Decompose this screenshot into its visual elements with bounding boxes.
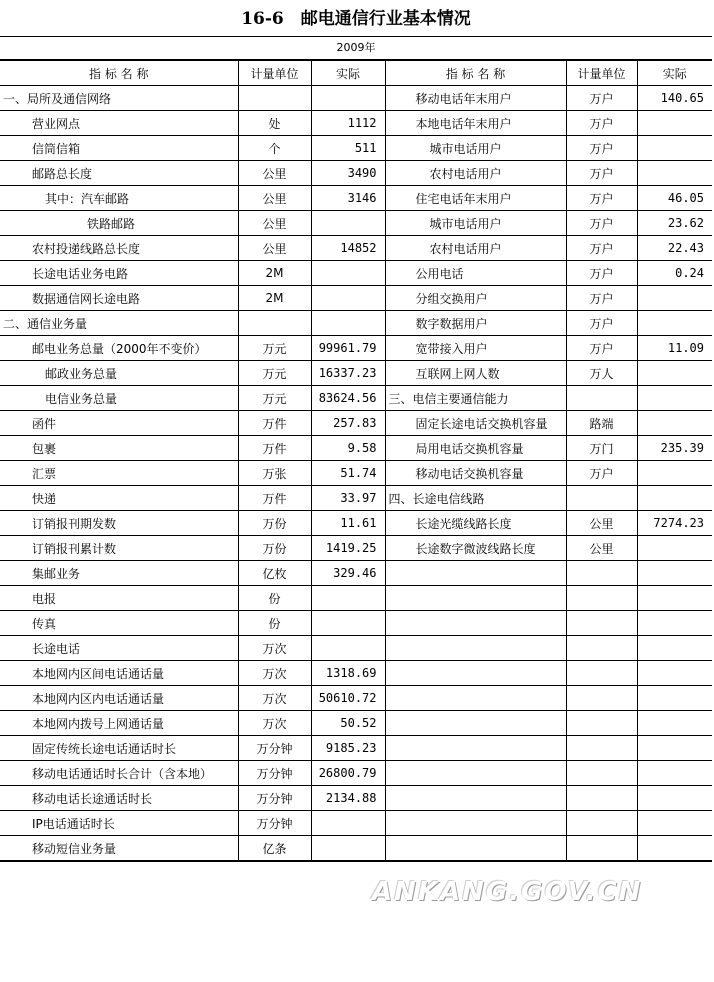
row-name: 长途电话业务电路 xyxy=(0,261,238,286)
table-row xyxy=(0,211,712,236)
row-name-right: 三、电信主要通信能力 xyxy=(385,386,566,411)
row-value-right: 46.05 xyxy=(637,186,712,211)
row-value: 16337.23 xyxy=(311,361,385,386)
row-value-right xyxy=(637,561,712,586)
table-row xyxy=(0,111,712,136)
row-value: 14852 xyxy=(311,236,385,261)
header-unit-right: 计量单位 xyxy=(566,60,637,86)
row-value: 9185.23 xyxy=(311,736,385,761)
row-unit-right xyxy=(566,386,637,411)
row-unit: 公里 xyxy=(238,211,311,236)
row-name-right: 住宅电话年末用户 xyxy=(385,186,566,211)
row-value-right xyxy=(637,461,712,486)
row-value-right xyxy=(637,761,712,786)
row-value: 50.52 xyxy=(311,711,385,736)
row-unit: 万元 xyxy=(238,386,311,411)
watermark-logo: ANKANG.GOV.CN xyxy=(372,877,643,907)
row-value-right: 0.24 xyxy=(637,261,712,286)
row-value-right xyxy=(637,111,712,136)
header-value-right: 实际 xyxy=(637,60,712,86)
row-unit-right xyxy=(566,561,637,586)
row-unit-right xyxy=(566,786,637,811)
row-name: 汇票 xyxy=(0,461,238,486)
row-value: 329.46 xyxy=(311,561,385,586)
row-value-right: 11.09 xyxy=(637,336,712,361)
table-header-row xyxy=(0,60,712,86)
row-name: 本地网内区间电话通话量 xyxy=(0,661,238,686)
row-unit: 万分钟 xyxy=(238,761,311,786)
row-name-right xyxy=(385,836,566,862)
row-value: 1318.69 xyxy=(311,661,385,686)
row-name: 传真 xyxy=(0,611,238,636)
row-name: 快递 xyxy=(0,486,238,511)
row-name: 信筒信箱 xyxy=(0,136,238,161)
row-unit-right: 万户 xyxy=(566,286,637,311)
row-name: 邮电业务总量（2000年不变价） xyxy=(0,336,238,361)
row-value xyxy=(311,811,385,836)
row-unit-right: 万户 xyxy=(566,461,637,486)
row-name-right: 互联网上网人数 xyxy=(385,361,566,386)
row-value-right xyxy=(637,811,712,836)
row-name-right: 分组交换用户 xyxy=(385,286,566,311)
row-value-right xyxy=(637,161,712,186)
year-label: 2009年 xyxy=(336,41,376,54)
row-unit: 万件 xyxy=(238,486,311,511)
row-name-right: 农村电话用户 xyxy=(385,161,566,186)
row-unit-right xyxy=(566,836,637,862)
row-value: 11.61 xyxy=(311,511,385,536)
row-name: 本地网内区内电话通话量 xyxy=(0,686,238,711)
row-name-right xyxy=(385,561,566,586)
row-name: 订销报刊累计数 xyxy=(0,536,238,561)
row-unit-right: 万人 xyxy=(566,361,637,386)
row-name-right xyxy=(385,661,566,686)
row-unit-right: 万户 xyxy=(566,161,637,186)
table-row xyxy=(0,686,712,711)
row-name: 其中：汽车邮路 xyxy=(0,186,238,211)
row-name: 农村投递线路总长度 xyxy=(0,236,238,261)
row-unit-right: 万户 xyxy=(566,211,637,236)
table-row xyxy=(0,661,712,686)
row-value: 99961.79 xyxy=(311,336,385,361)
row-value-right xyxy=(637,836,712,862)
row-unit: 2M xyxy=(238,286,311,311)
row-name: 邮政业务总量 xyxy=(0,361,238,386)
row-name-right xyxy=(385,811,566,836)
table-row xyxy=(0,186,712,211)
row-unit: 份 xyxy=(238,586,311,611)
row-value-right xyxy=(637,586,712,611)
row-name: 本地网内拨号上网通话量 xyxy=(0,711,238,736)
row-name-right xyxy=(385,636,566,661)
row-unit-right: 万户 xyxy=(566,261,637,286)
row-name-right xyxy=(385,761,566,786)
row-value-right xyxy=(637,711,712,736)
row-value: 257.83 xyxy=(311,411,385,436)
row-name-right: 长途数字微波线路长度 xyxy=(385,536,566,561)
row-name-right: 长途光缆线路长度 xyxy=(385,511,566,536)
row-name: IP电话通话时长 xyxy=(0,811,238,836)
row-value xyxy=(311,261,385,286)
row-name: 营业网点 xyxy=(0,111,238,136)
row-name: 集邮业务 xyxy=(0,561,238,586)
row-unit-right: 万门 xyxy=(566,436,637,461)
row-unit: 万张 xyxy=(238,461,311,486)
row-value xyxy=(311,311,385,336)
row-name-right xyxy=(385,586,566,611)
table-row xyxy=(0,736,712,761)
row-unit: 万次 xyxy=(238,661,311,686)
row-value-right xyxy=(637,611,712,636)
row-value: 9.58 xyxy=(311,436,385,461)
table-row xyxy=(0,761,712,786)
row-unit-right xyxy=(566,611,637,636)
row-unit: 份 xyxy=(238,611,311,636)
row-name-right: 局用电话交换机容量 xyxy=(385,436,566,461)
row-value xyxy=(311,836,385,862)
row-name: 函件 xyxy=(0,411,238,436)
row-unit-right: 万户 xyxy=(566,86,637,111)
row-value xyxy=(311,86,385,111)
row-name: 二、通信业务量 xyxy=(0,311,238,336)
row-name-right xyxy=(385,736,566,761)
row-unit-right: 万户 xyxy=(566,311,637,336)
row-unit-right: 万户 xyxy=(566,111,637,136)
row-name: 邮路总长度 xyxy=(0,161,238,186)
row-value-right: 7274.23 xyxy=(637,511,712,536)
row-value-right: 23.62 xyxy=(637,211,712,236)
row-value: 83624.56 xyxy=(311,386,385,411)
table-row xyxy=(0,436,712,461)
table-row xyxy=(0,86,712,111)
row-unit-right: 公里 xyxy=(566,511,637,536)
row-unit: 亿条 xyxy=(238,836,311,862)
row-name-right xyxy=(385,686,566,711)
row-unit-right xyxy=(566,686,637,711)
row-unit: 处 xyxy=(238,111,311,136)
row-value-right xyxy=(637,136,712,161)
row-unit: 万份 xyxy=(238,511,311,536)
row-name-right xyxy=(385,711,566,736)
row-value-right xyxy=(637,311,712,336)
table-row xyxy=(0,236,712,261)
row-unit-right xyxy=(566,711,637,736)
row-value-right xyxy=(637,486,712,511)
row-name-right: 宽带接入用户 xyxy=(385,336,566,361)
row-value xyxy=(311,286,385,311)
row-name: 电报 xyxy=(0,586,238,611)
row-unit xyxy=(238,86,311,111)
row-unit: 万次 xyxy=(238,636,311,661)
table-row xyxy=(0,386,712,411)
row-value-right xyxy=(637,786,712,811)
row-value-right xyxy=(637,636,712,661)
row-unit-right: 万户 xyxy=(566,186,637,211)
row-unit-right xyxy=(566,486,637,511)
row-value: 3490 xyxy=(311,161,385,186)
row-unit: 万件 xyxy=(238,411,311,436)
row-name-right: 农村电话用户 xyxy=(385,236,566,261)
row-unit: 万分钟 xyxy=(238,786,311,811)
page-title: 16-6 邮电通信行业基本情况 xyxy=(0,0,712,37)
row-name-right: 公用电话 xyxy=(385,261,566,286)
row-value-right xyxy=(637,386,712,411)
row-name: 电信业务总量 xyxy=(0,386,238,411)
header-unit: 计量单位 xyxy=(238,60,311,86)
row-unit: 万份 xyxy=(238,536,311,561)
row-unit-right xyxy=(566,661,637,686)
table-row xyxy=(0,611,712,636)
row-name: 数据通信网长途电路 xyxy=(0,286,238,311)
table-row xyxy=(0,161,712,186)
row-unit-right: 公里 xyxy=(566,536,637,561)
row-unit-right: 万户 xyxy=(566,236,637,261)
row-unit-right xyxy=(566,761,637,786)
row-unit: 万分钟 xyxy=(238,811,311,836)
table-row xyxy=(0,511,712,536)
row-value xyxy=(311,636,385,661)
row-value: 511 xyxy=(311,136,385,161)
row-unit-right: 路端 xyxy=(566,411,637,436)
row-name: 移动电话通话时长合计（含本地） xyxy=(0,761,238,786)
row-unit-right xyxy=(566,586,637,611)
row-unit-right: 万户 xyxy=(566,336,637,361)
row-name-right: 本地电话年末用户 xyxy=(385,111,566,136)
row-name-right xyxy=(385,786,566,811)
row-value: 51.74 xyxy=(311,461,385,486)
row-unit: 公里 xyxy=(238,186,311,211)
row-unit-right xyxy=(566,736,637,761)
row-value-right xyxy=(637,411,712,436)
row-unit: 万次 xyxy=(238,711,311,736)
table-row xyxy=(0,361,712,386)
table-row xyxy=(0,286,712,311)
row-unit: 万件 xyxy=(238,436,311,461)
row-unit: 公里 xyxy=(238,161,311,186)
row-unit: 2M xyxy=(238,261,311,286)
row-value: 2134.88 xyxy=(311,786,385,811)
table-row xyxy=(0,636,712,661)
table-row xyxy=(0,786,712,811)
row-name: 移动短信业务量 xyxy=(0,836,238,862)
header-name-right: 指 标 名 称 xyxy=(385,60,566,86)
row-unit: 万元 xyxy=(238,361,311,386)
table-row xyxy=(0,811,712,836)
table-row xyxy=(0,561,712,586)
row-unit: 万分钟 xyxy=(238,736,311,761)
row-name: 移动电话长途通话时长 xyxy=(0,786,238,811)
row-name: 一、局所及通信网络 xyxy=(0,86,238,111)
row-unit: 个 xyxy=(238,136,311,161)
row-value xyxy=(311,611,385,636)
row-value-right: 140.65 xyxy=(637,86,712,111)
table-row xyxy=(0,411,712,436)
row-value-right xyxy=(637,736,712,761)
header-name: 指 标 名 称 xyxy=(0,60,238,86)
row-value-right xyxy=(637,686,712,711)
table-row xyxy=(0,461,712,486)
header-value: 实际 xyxy=(311,60,385,86)
row-unit: 万次 xyxy=(238,686,311,711)
table-row xyxy=(0,336,712,361)
table-row xyxy=(0,486,712,511)
table-row xyxy=(0,136,712,161)
table-row xyxy=(0,586,712,611)
row-unit: 公里 xyxy=(238,236,311,261)
row-name: 固定传统长途电话通话时长 xyxy=(0,736,238,761)
row-name-right: 城市电话用户 xyxy=(385,211,566,236)
row-value: 1112 xyxy=(311,111,385,136)
row-value: 26800.79 xyxy=(311,761,385,786)
row-value: 1419.25 xyxy=(311,536,385,561)
row-name-right: 固定长途电话交换机容量 xyxy=(385,411,566,436)
row-name-right: 移动电话交换机容量 xyxy=(385,461,566,486)
row-unit: 万元 xyxy=(238,336,311,361)
table-row xyxy=(0,261,712,286)
row-unit-right xyxy=(566,636,637,661)
row-value: 33.97 xyxy=(311,486,385,511)
row-name-right: 城市电话用户 xyxy=(385,136,566,161)
row-value xyxy=(311,211,385,236)
stats-table xyxy=(0,59,712,862)
row-name: 订销报刊期发数 xyxy=(0,511,238,536)
table-row xyxy=(0,536,712,561)
row-value: 3146 xyxy=(311,186,385,211)
row-name: 长途电话 xyxy=(0,636,238,661)
row-name-right: 移动电话年末用户 xyxy=(385,86,566,111)
table-row xyxy=(0,311,712,336)
row-value: 50610.72 xyxy=(311,686,385,711)
row-name-right: 数字数据用户 xyxy=(385,311,566,336)
row-unit-right: 万户 xyxy=(566,136,637,161)
row-unit: 亿枚 xyxy=(238,561,311,586)
row-name-right xyxy=(385,611,566,636)
row-name-right: 四、长途电信线路 xyxy=(385,486,566,511)
row-value-right xyxy=(637,661,712,686)
row-value-right xyxy=(637,286,712,311)
table-row xyxy=(0,836,712,862)
table-row xyxy=(0,711,712,736)
row-value-right xyxy=(637,536,712,561)
row-unit xyxy=(238,311,311,336)
row-value-right: 235.39 xyxy=(637,436,712,461)
row-value-right: 22.43 xyxy=(637,236,712,261)
row-value-right xyxy=(637,361,712,386)
row-name: 铁路邮路 xyxy=(0,211,238,236)
row-value xyxy=(311,586,385,611)
row-unit-right xyxy=(566,811,637,836)
row-name: 包裹 xyxy=(0,436,238,461)
